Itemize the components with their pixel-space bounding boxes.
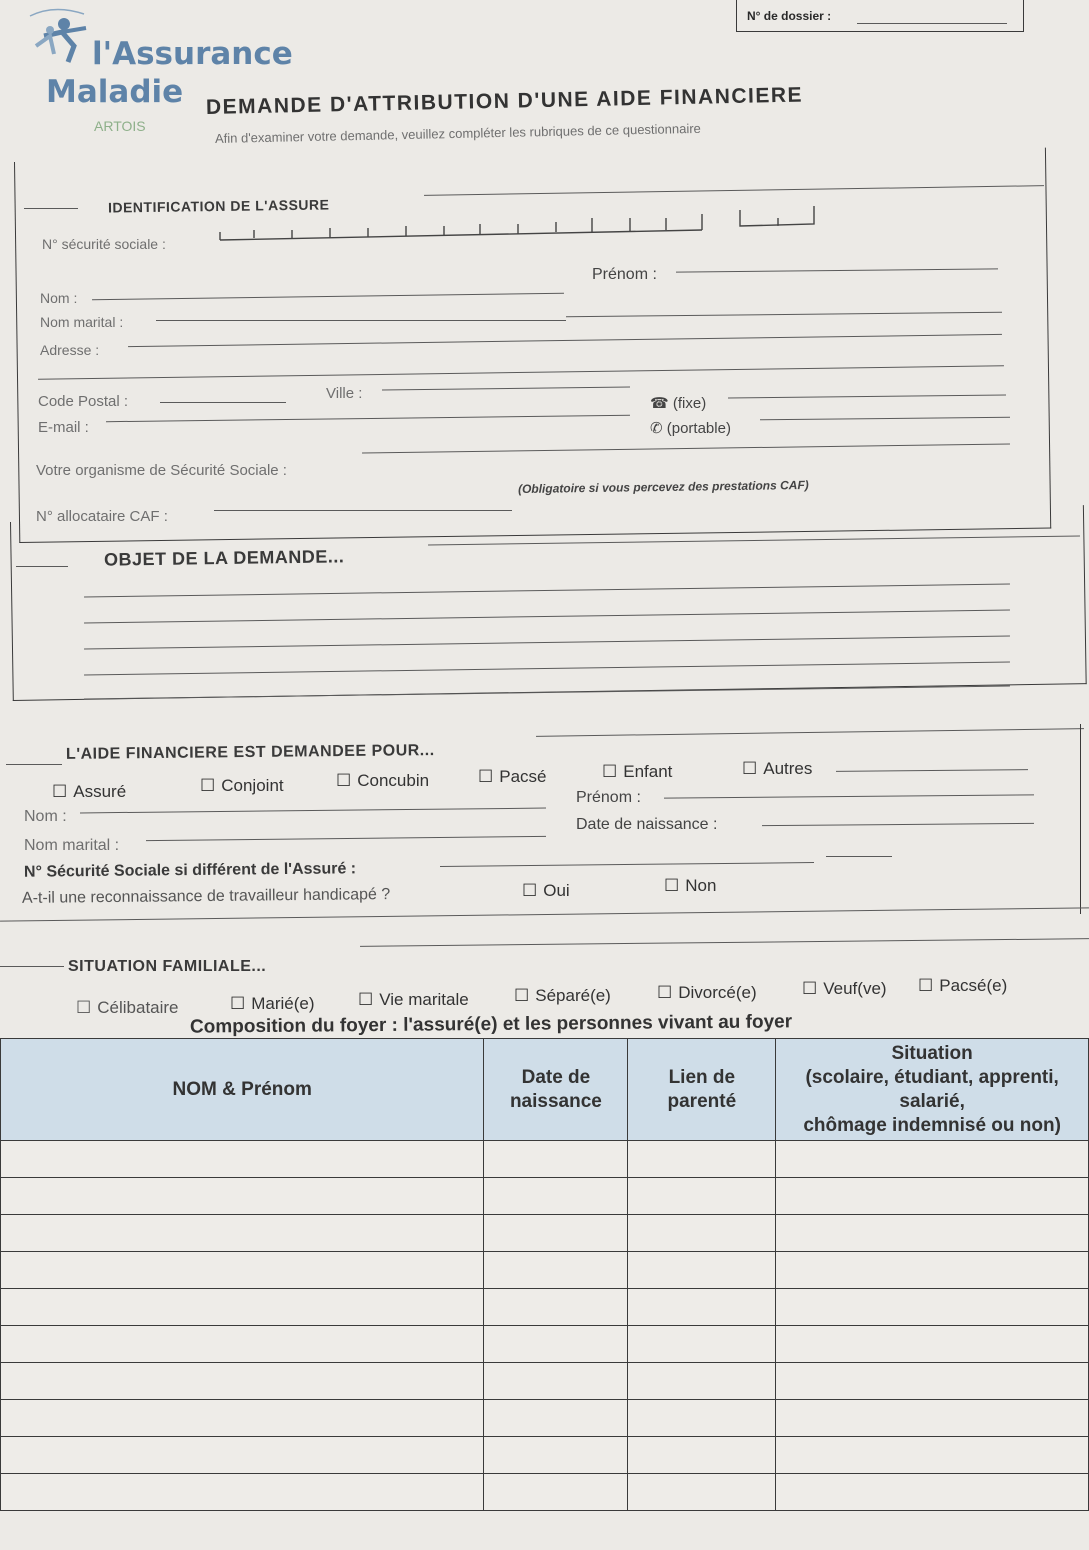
col-sit-line4: chômage indemnisé ou non) (803, 1114, 1061, 1136)
aide-option-conjoint[interactable]: ☐ Conjoint (200, 776, 284, 796)
aide-option-enfant[interactable]: ☐ Enfant (602, 762, 672, 782)
organisme-label: Votre organisme de Sécurité Sociale : (36, 462, 287, 479)
code-postal-label: Code Postal : (38, 393, 129, 410)
composition-title: Composition du foyer : l'assuré(e) et les personnes vivant au foyer (189, 1011, 793, 1038)
situation-pacse[interactable]: ☐ Pacsé(e) (918, 976, 1007, 996)
table-cell[interactable] (628, 1400, 776, 1437)
table-cell[interactable] (776, 1252, 1089, 1289)
tel-fixe-label: ☎ (fixe) (650, 395, 707, 412)
table-cell[interactable] (484, 1363, 628, 1400)
logo-region: ARTOIS (94, 118, 146, 134)
table-cell[interactable] (776, 1363, 1089, 1400)
situation-frame-top-right (360, 938, 1089, 947)
aide-option-assure[interactable]: ☐ Assuré (52, 782, 126, 802)
aide-date-naissance-label: Date de naissance : (576, 816, 718, 833)
col-sit-line2: (scolaire, étudiant, apprenti, (805, 1066, 1059, 1088)
logo-line1: l'Assurance (92, 36, 293, 72)
col-header-nom (1, 1039, 484, 1141)
aide-frame-right (1080, 724, 1081, 914)
situation-divorce[interactable]: ☐ Divorcé(e) (657, 983, 757, 1003)
table-cell[interactable] (776, 1141, 1089, 1178)
aide-prenom-label: Prénom : (576, 789, 641, 806)
dossier-input-line[interactable] (857, 23, 1007, 24)
nss-label: N° sécurité sociale : (42, 236, 166, 252)
table-cell[interactable] (628, 1252, 776, 1289)
table-cell[interactable] (484, 1252, 628, 1289)
table-cell[interactable] (1, 1252, 484, 1289)
aide-frame-top-right (536, 728, 1084, 737)
aide-date-naissance-input-line[interactable] (762, 823, 1034, 826)
table-cell[interactable] (776, 1326, 1089, 1363)
table-row (1, 1252, 1089, 1289)
col-header-situation (776, 1039, 1089, 1141)
table-row (1, 1474, 1089, 1511)
col-date-line1: Date de (521, 1066, 591, 1088)
handicap-non[interactable]: ☐ Non (664, 876, 716, 896)
handicap-oui[interactable]: ☐ Oui (522, 881, 570, 901)
situation-vie-maritale[interactable]: ☐ Vie maritale (358, 990, 469, 1010)
table-cell[interactable] (1, 1178, 484, 1215)
situation-marie[interactable]: ☐ Marié(e) (230, 994, 315, 1014)
situation-title: SITUATION FAMILIALE... (68, 958, 267, 975)
aide-title: L'AIDE FINANCIERE EST DEMANDEE POUR... (65, 742, 435, 763)
table-row (1, 1289, 1089, 1326)
identification-title: IDENTIFICATION DE L'ASSURE (107, 196, 330, 216)
table-cell[interactable] (628, 1141, 776, 1178)
col-sit-line1: Situation (891, 1042, 973, 1064)
aide-option-pacse[interactable]: ☐ Pacsé (478, 767, 547, 787)
table-cell[interactable] (484, 1215, 628, 1252)
autres-input-line[interactable] (836, 769, 1028, 772)
table-cell[interactable] (484, 1326, 628, 1363)
objet-title: OBJET DE LA DEMANDE... (103, 546, 345, 570)
aide-nom-marital-label: Nom marital : (24, 837, 120, 854)
table-row (1, 1141, 1089, 1178)
col-date-line2: naissance (509, 1090, 602, 1112)
aide-frame-top-left (6, 764, 62, 765)
table-cell[interactable] (1, 1363, 484, 1400)
form-title: DEMANDE D'ATTRIBUTION D'UNE AIDE FINANCIERE (205, 83, 804, 119)
table-row (1, 1178, 1089, 1215)
caf-label: N° allocataire CAF : (36, 508, 168, 525)
aide-frame-bottom (0, 907, 1089, 921)
table-cell[interactable] (484, 1400, 628, 1437)
table-row (1, 1437, 1089, 1474)
table-cell[interactable] (484, 1178, 628, 1215)
aide-nom-marital-input-line[interactable] (146, 836, 546, 841)
aide-nss-input-line[interactable] (440, 862, 814, 867)
table-cell[interactable] (484, 1474, 628, 1511)
objet-frame-top-left (16, 566, 68, 567)
table-cell[interactable] (1, 1141, 484, 1178)
col-lien-line1: Lien de (668, 1066, 736, 1088)
situation-separe[interactable]: ☐ Séparé(e) (514, 986, 611, 1006)
dossier-box (736, 0, 1024, 32)
table-cell[interactable] (1, 1437, 484, 1474)
email-label: E-mail : (38, 419, 89, 436)
table-cell[interactable] (1, 1400, 484, 1437)
ville-label: Ville : (326, 385, 363, 402)
table-row (1, 1326, 1089, 1363)
nom-marital-input-line[interactable] (156, 320, 566, 321)
table-cell[interactable] (628, 1178, 776, 1215)
aide-option-autres[interactable]: ☐ Autres (742, 759, 812, 779)
aide-prenom-input-line[interactable] (664, 794, 1034, 798)
composition-table (0, 1038, 1089, 1511)
table-cell[interactable] (484, 1289, 628, 1326)
table-row (1, 1215, 1089, 1252)
prenom-label: Prénom : (592, 266, 657, 283)
col-header-date (484, 1039, 628, 1141)
aide-nom-input-line[interactable] (80, 808, 546, 814)
table-row (1, 1400, 1089, 1437)
aide-nss-input-line-2[interactable] (826, 856, 892, 857)
table-cell[interactable] (1, 1215, 484, 1252)
table-cell[interactable] (776, 1289, 1089, 1326)
table-cell[interactable] (1, 1289, 484, 1326)
aide-option-concubin[interactable]: ☐ Concubin (336, 771, 429, 791)
table-cell[interactable] (776, 1215, 1089, 1252)
table-cell[interactable] (628, 1474, 776, 1511)
table-cell[interactable] (628, 1437, 776, 1474)
situation-veuf[interactable]: ☐ Veuf(ve) (802, 979, 887, 999)
table-cell[interactable] (484, 1141, 628, 1178)
form-subtitle: Afin d'examiner votre demande, veuillez compléter les rubriques de ce questionnaire (214, 120, 701, 146)
nss-input-boxes[interactable] (218, 204, 818, 254)
table-cell[interactable] (628, 1326, 776, 1363)
frame-top-left (24, 208, 78, 209)
col-sit-line3: salarié, (899, 1090, 965, 1112)
table-cell[interactable] (484, 1437, 628, 1474)
nom-label: Nom : (40, 290, 78, 306)
adresse-label: Adresse : (40, 342, 100, 358)
dossier-label: N° de dossier : (747, 9, 832, 23)
logo-line2: Maladie (46, 74, 184, 110)
col-lien-line2: parenté (667, 1090, 737, 1112)
aide-nss-label: N° Sécurité Sociale si différent de l'Assuré : (23, 860, 357, 881)
code-postal-input-line[interactable] (160, 402, 286, 403)
table-cell[interactable] (1, 1474, 484, 1511)
tel-portable-label: ✆ (portable) (650, 420, 731, 437)
objet-frame (10, 505, 1087, 701)
table-row (1, 1363, 1089, 1400)
aide-nom-label: Nom : (24, 808, 67, 825)
table-cell[interactable] (776, 1400, 1089, 1437)
nom-marital-label: Nom marital : (40, 314, 124, 330)
caf-note: (Obligatoire si vous percevez des prestations CAF) (517, 477, 809, 497)
situation-celibataire[interactable]: ☐ Célibataire (76, 998, 179, 1018)
table-cell[interactable] (776, 1178, 1089, 1215)
col-nom-text: NOM & Prénom (172, 1078, 312, 1100)
table-cell[interactable] (628, 1289, 776, 1326)
table-cell[interactable] (776, 1437, 1089, 1474)
table-cell[interactable] (628, 1215, 776, 1252)
caf-input-line[interactable] (214, 510, 512, 511)
handicap-label: A-t-il une reconnaissance de travailleur handicapé ? (21, 886, 391, 907)
col-header-lien (628, 1039, 776, 1141)
table-cell[interactable] (1, 1326, 484, 1363)
table-cell[interactable] (776, 1474, 1089, 1511)
situation-frame-top-left (0, 966, 64, 967)
table-cell[interactable] (628, 1363, 776, 1400)
